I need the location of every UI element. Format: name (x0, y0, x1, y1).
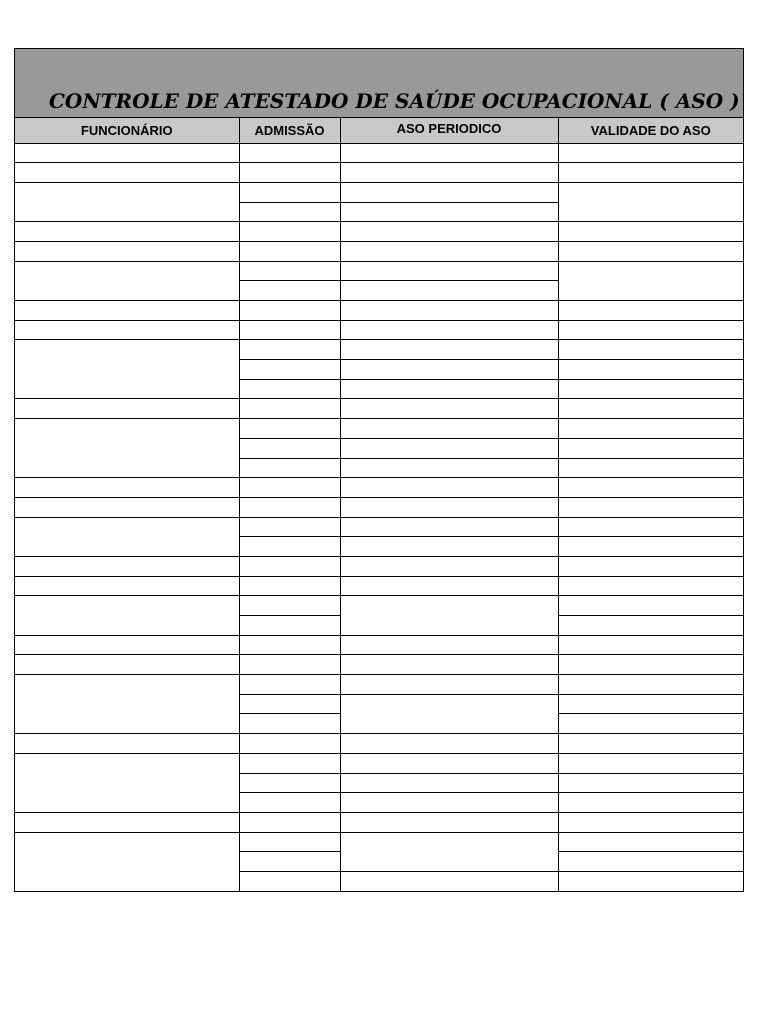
validade-aso-cell (558, 537, 743, 557)
admissao-cell (239, 517, 340, 537)
validade-aso-cell (558, 360, 743, 380)
admissao-cell (239, 556, 340, 576)
table-row (15, 163, 743, 183)
validade-aso-cell (558, 320, 743, 340)
admissao-cell (239, 143, 340, 163)
aso-periodico-cell (340, 202, 558, 222)
table-row (15, 241, 743, 261)
funcionario-cell (15, 143, 239, 163)
admissao-cell (239, 202, 340, 222)
validade-aso-cell (558, 261, 743, 300)
title-band (15, 49, 743, 118)
validade-aso-cell (558, 793, 743, 813)
table-body (15, 143, 743, 891)
validade-aso-cell (558, 616, 743, 636)
admissao-cell (239, 773, 340, 793)
admissao-cell (239, 871, 340, 891)
column-header-funcionario: FUNCIONÁRIO (15, 118, 239, 143)
table-row (15, 399, 743, 419)
aso-periodico-cell (340, 379, 558, 399)
validade-aso-cell (558, 753, 743, 773)
aso-periodico-cell (340, 596, 558, 635)
validade-aso-cell (558, 832, 743, 852)
table-row (15, 556, 743, 576)
validade-aso-cell (558, 497, 743, 517)
validade-aso-cell (558, 871, 743, 891)
table-row (15, 596, 743, 616)
table-row (15, 261, 743, 281)
admissao-cell (239, 852, 340, 872)
funcionario-cell (15, 320, 239, 340)
validade-aso-cell (558, 675, 743, 695)
funcionario-cell (15, 497, 239, 517)
validade-aso-cell (558, 379, 743, 399)
admissao-cell (239, 163, 340, 183)
aso-periodico-cell (340, 261, 558, 281)
aso-periodico-cell (340, 163, 558, 183)
aso-periodico-cell (340, 438, 558, 458)
admissao-cell (239, 241, 340, 261)
admissao-cell (239, 655, 340, 675)
table-row (15, 832, 743, 852)
validade-aso-cell (558, 714, 743, 734)
aso-periodico-cell (340, 753, 558, 773)
validade-aso-cell (558, 182, 743, 221)
validade-aso-cell (558, 517, 743, 537)
aso-periodico-cell (340, 320, 558, 340)
table-row (15, 655, 743, 675)
aso-periodico-cell (340, 517, 558, 537)
admissao-cell (239, 438, 340, 458)
funcionario-cell (15, 517, 239, 556)
validade-aso-cell (558, 301, 743, 321)
validade-aso-cell (558, 241, 743, 261)
aso-periodico-cell (340, 576, 558, 596)
aso-periodico-cell (340, 478, 558, 498)
aso-periodico-cell (340, 734, 558, 754)
admissao-cell (239, 261, 340, 281)
aso-periodico-cell (340, 773, 558, 793)
validade-aso-cell (558, 438, 743, 458)
aso-periodico-cell (340, 556, 558, 576)
aso-periodico-cell (340, 301, 558, 321)
validade-aso-cell (558, 576, 743, 596)
funcionario-cell (15, 241, 239, 261)
aso-periodico-cell (340, 812, 558, 832)
aso-periodico-cell (340, 281, 558, 301)
table-row (15, 143, 743, 163)
admissao-cell (239, 360, 340, 380)
validade-aso-cell (558, 773, 743, 793)
aso-periodico-cell (340, 537, 558, 557)
page-title: CONTROLE DE ATESTADO DE SAÚDE OCUPACIONAL ( ASO ) (49, 89, 740, 113)
column-header-aso-periodico: ASO PERIODICO (340, 118, 558, 143)
admissao-cell (239, 793, 340, 813)
admissao-cell (239, 734, 340, 754)
validade-aso-cell (558, 556, 743, 576)
aso-control-sheet (14, 48, 744, 892)
validade-aso-cell (558, 399, 743, 419)
aso-periodico-cell (340, 793, 558, 813)
admissao-cell (239, 832, 340, 852)
table-row (15, 576, 743, 596)
aso-periodico-cell (340, 399, 558, 419)
aso-periodico-cell (340, 832, 558, 871)
table-row (15, 478, 743, 498)
aso-periodico-cell (340, 458, 558, 478)
funcionario-cell (15, 163, 239, 183)
funcionario-cell (15, 734, 239, 754)
validade-aso-cell (558, 635, 743, 655)
admissao-cell (239, 222, 340, 242)
validade-aso-cell (558, 143, 743, 163)
admissao-cell (239, 812, 340, 832)
aso-periodico-cell (340, 497, 558, 517)
table-row (15, 734, 743, 754)
aso-periodico-cell (340, 222, 558, 242)
admissao-cell (239, 379, 340, 399)
admissao-cell (239, 478, 340, 498)
validade-aso-cell (558, 734, 743, 754)
aso-periodico-cell (340, 675, 558, 695)
validade-aso-cell (558, 812, 743, 832)
funcionario-cell (15, 182, 239, 221)
admissao-cell (239, 616, 340, 636)
validade-aso-cell (558, 340, 743, 360)
table-row (15, 301, 743, 321)
table-row (15, 497, 743, 517)
admissao-cell (239, 340, 340, 360)
validade-aso-cell (558, 852, 743, 872)
admissao-cell (239, 399, 340, 419)
funcionario-cell (15, 222, 239, 242)
admissao-cell (239, 458, 340, 478)
table-row (15, 222, 743, 242)
header-row (15, 118, 743, 143)
funcionario-cell (15, 419, 239, 478)
validade-aso-cell (558, 596, 743, 616)
column-header-admissao: ADMISSÃO (239, 118, 340, 143)
admissao-cell (239, 281, 340, 301)
admissao-cell (239, 753, 340, 773)
table-row (15, 812, 743, 832)
funcionario-cell (15, 655, 239, 675)
funcionario-cell (15, 399, 239, 419)
funcionario-cell (15, 675, 239, 734)
admissao-cell (239, 714, 340, 734)
funcionario-cell (15, 478, 239, 498)
aso-periodico-cell (340, 419, 558, 439)
aso-periodico-cell (340, 655, 558, 675)
admissao-cell (239, 419, 340, 439)
aso-periodico-cell (340, 241, 558, 261)
admissao-cell (239, 596, 340, 616)
validade-aso-cell (558, 655, 743, 675)
aso-periodico-cell (340, 635, 558, 655)
aso-periodico-cell (340, 694, 558, 733)
validade-aso-cell (558, 458, 743, 478)
validade-aso-cell (558, 163, 743, 183)
funcionario-cell (15, 556, 239, 576)
admissao-cell (239, 635, 340, 655)
funcionario-cell (15, 301, 239, 321)
table-row (15, 517, 743, 537)
table-row (15, 419, 743, 439)
validade-aso-cell (558, 478, 743, 498)
funcionario-cell (15, 812, 239, 832)
table-row (15, 635, 743, 655)
table-row (15, 675, 743, 695)
column-header-validade-aso: VALIDADE DO ASO (558, 118, 743, 143)
table-row (15, 182, 743, 202)
funcionario-cell (15, 635, 239, 655)
table-row (15, 320, 743, 340)
admissao-cell (239, 320, 340, 340)
table-row (15, 753, 743, 773)
aso-periodico-cell (340, 340, 558, 360)
aso-periodico-cell (340, 143, 558, 163)
admissao-cell (239, 301, 340, 321)
funcionario-cell (15, 753, 239, 812)
validade-aso-cell (558, 419, 743, 439)
validade-aso-cell (558, 694, 743, 714)
table-row (15, 340, 743, 360)
admissao-cell (239, 182, 340, 202)
aso-table (15, 118, 743, 892)
admissao-cell (239, 576, 340, 596)
validade-aso-cell (558, 222, 743, 242)
aso-periodico-cell (340, 871, 558, 891)
funcionario-cell (15, 340, 239, 399)
funcionario-cell (15, 596, 239, 635)
admissao-cell (239, 694, 340, 714)
funcionario-cell (15, 576, 239, 596)
admissao-cell (239, 537, 340, 557)
admissao-cell (239, 497, 340, 517)
funcionario-cell (15, 832, 239, 891)
admissao-cell (239, 675, 340, 695)
funcionario-cell (15, 261, 239, 300)
aso-periodico-cell (340, 360, 558, 380)
aso-periodico-cell (340, 182, 558, 202)
